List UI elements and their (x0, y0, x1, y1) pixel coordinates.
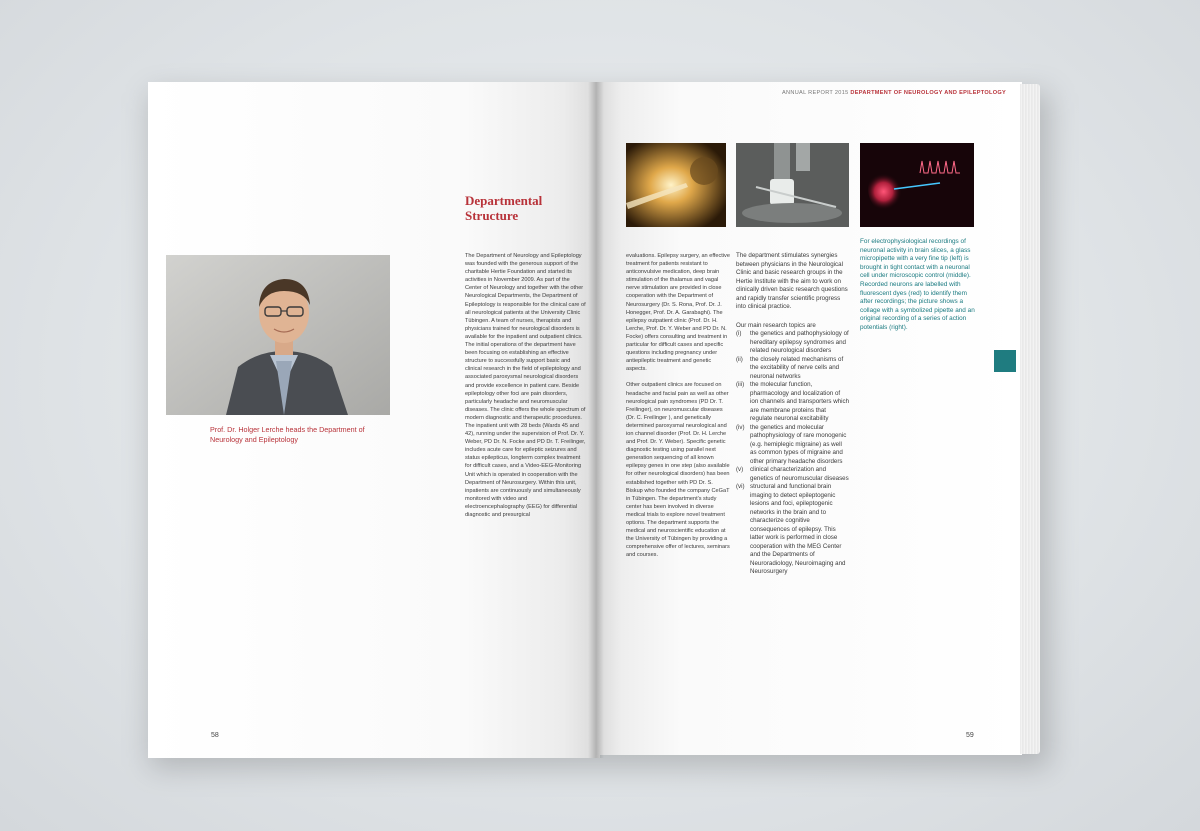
left-page (148, 82, 600, 758)
portrait-photo (166, 255, 390, 415)
body-column-1 (465, 252, 587, 527)
topic-number: (v) (736, 466, 744, 473)
research-topic-item (736, 330, 850, 356)
micropipette-photo (626, 143, 726, 227)
teal-marker (994, 350, 1016, 372)
running-head-report: ANNUAL REPORT 2015 (782, 90, 849, 96)
research-topic-item (736, 483, 850, 577)
topic-number: (vi) (736, 483, 745, 490)
page-number-left: 58 (211, 732, 219, 739)
section-heading: Departmental Structure (465, 193, 543, 223)
topic-text: clinical characterization and genetics of neuromuscular diseases (750, 466, 849, 482)
topic-number: (ii) (736, 355, 743, 363)
topic-number: (iii) (736, 381, 745, 388)
topic-text: the genetics and molecular pathophysiology of rare monogenic (e.g. hemiplegic migraine) as well as common types of migraine and other primary headache disorders (750, 423, 847, 465)
page-number-right: 59 (966, 732, 974, 739)
topic-number: (i) (736, 330, 742, 337)
body-paragraph: evaluations. Epilepsy surgery, an effective treatment for patients resistant to anticonvulsive medication, deep brain stimulation of the thalamus and vagal nerve stimulation are provided in close cooperation with the Department of Neurosurgery (Dr. S. Rona, Prof. Dr. J. Honegger, Prof. Dr. A. Garabaghi). The epilepsy outpatient clinic (Prof. Dr. H. Lerche, Prof. Dr. Y. Weber and PD Dr. N. Focke) offers consulting and treatment in particular for difficult cases and specific questions including pregnancy under antiepileptic treatment and genetic aspects. (626, 253, 730, 373)
body-column-3 (736, 252, 850, 577)
research-topic-item (736, 424, 850, 467)
research-topic-item (736, 356, 850, 382)
page-edges (1020, 84, 1040, 754)
portrait-caption: Prof. Dr. Holger Lerche heads the Department of Neurology and Epileptology (210, 425, 365, 444)
right-page (596, 82, 1022, 755)
topic-text: structural and functional brain imaging to detect epileptogenic lesions and foci, epileptogenic networks in the brain and to characterize cognitive consequences of epilepsy. This latter work is performed in close cooperation with the MEG Center and the Departments of Neuroradiology, Neuroimaging and Neurosurgery (750, 483, 846, 575)
research-topics-list (736, 330, 850, 577)
body-paragraph: Other outpatient clinics are focused on headache and facial pain as well as other neurological pain syndromes (PD Dr. T. Freilinger), on neuromuscular diseases (Dr. C. Freilinger ), and genetically determined paroxysmal neurological and ion channel disorder (Prof. Dr. H. Lerche and Prof. Dr. Y. Weber). Specific genetic diagnostic testing using parallel next generation sequencing of all known epilepsy genes in one step (also available for other neurological disorders) has been established together with PD Dr. S. Biskup who founded the company CeGaT in Tübingen. The department's study center has been involved in diverse medical trials to explore novel treatment options. The department supports the medical and neuroscientific education at the University of Tübingen by providing a comprehensive offer of lectures, seminars and courses. (626, 382, 730, 559)
topic-text: the molecular function, pharmacology and localization of ion channels and transporters which are membrane proteins that regulate neuronal excitability (750, 381, 850, 422)
portrait-illustration (166, 255, 390, 415)
fluorescence-photo (860, 143, 974, 227)
topic-number: (iv) (736, 423, 745, 431)
body-column-2 (626, 252, 730, 567)
research-topic-item (736, 466, 850, 483)
topic-text: the genetics and pathophysiology of hereditary epilepsy syndromes and related neurological disorders (750, 330, 849, 354)
research-intro: The department stimulates synergies between physicians in the Neurological Clinic and basic research groups in the Hertie Institute with the aim to work on clinically driven basic research questions and rapidly transfer scientific progress into clinical practice. (736, 252, 848, 310)
image-caption: For electrophysiological recordings of neuronal activity in brain slices, a glass micropipette with a very fine tip (left) is brought in tight contact with a neuronal cell under microscopic control (middle). Recorded neurons are labelled with fluorescent dyes (red) to identify them after recordings; the picture shows a collage with a symbolized pipette and an original recording of a series of action potentials (right). (860, 238, 975, 331)
microscope-photo (736, 143, 849, 227)
book-gutter (588, 82, 604, 758)
running-head (782, 90, 1022, 96)
topics-intro: Our main research topics are (736, 321, 816, 329)
topic-text: the closely related mechanisms of the excitability of nerve cells and neuronal networks (750, 355, 844, 380)
body-paragraph: The Department of Neurology and Epileptology was founded with the generous support of the charitable Hertie Foundation and started its activities in November 2009. As part of the Center of Neurology and together with the other Neurological Departments, the Department of Epileptology is responsible for the clinical care of all neurological patients at the University Clinic Tübingen. A team of nurses, therapists and physicians trained for neurological disorders is available for the inpatient and outpatient clinics. The initial operations of the department have been focusing on establishing an effective structure to successfully support basic and clinical research in the field of epileptology and associated paroxysmal neurological disorders and provide excellence in patient care. Beside epileptology other foci are pain disorders, particularly headache and neuromuscular diseases. The clinic offers the whole spectrum of modern diagnostic and therapeutic procedures. The inpatient unit with 28 beds (Wards 45 and 42), running under the supervision of Prof. Dr. Y. Weber, PD Dr. N. Focke and PD Dr. T. Freilinger, includes acute care for epileptic seizures and status epilepticus, longterm complex treatment for difficult cases, and a Video-EEG-Monitoring Unit which is operated in cooperation with the Department of Neurosurgery. Within this unit, inpatients are continuously and simultaneously monitored with video and electroencephalography (EEG) for differential diagnostic and presurgical (465, 253, 586, 518)
research-topic-item (736, 381, 850, 424)
running-head-department: DEPARTMENT OF NEUROLOGY AND EPILEPTOLOGY (850, 90, 1007, 96)
